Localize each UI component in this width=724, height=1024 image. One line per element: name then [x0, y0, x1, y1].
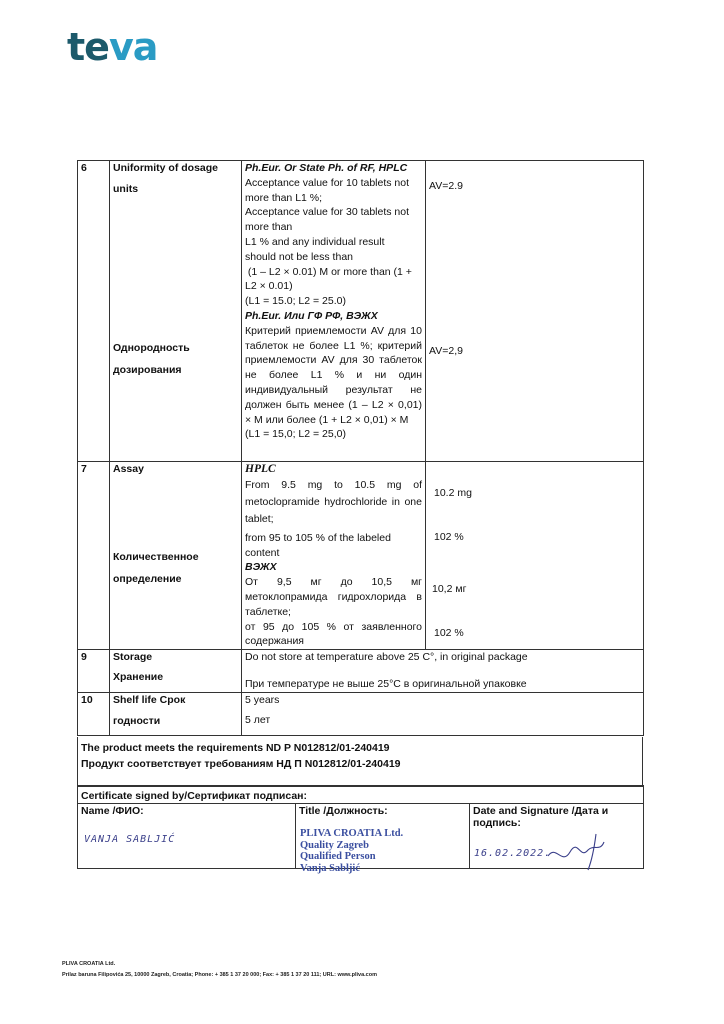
stamp-line: PLIVA CROATIA Ltd. — [300, 828, 404, 839]
qualified-person-stamp — [300, 828, 403, 874]
test-name-ru-2: дозирования — [113, 364, 182, 376]
conclusion-block — [77, 737, 643, 787]
test-name-en: Assay — [113, 463, 144, 475]
method-en: Ph.Eur. Or State Ph. of RF, HPLC — [245, 162, 408, 174]
test-name-en: Storage — [113, 651, 153, 664]
date-label-2: подпись: — [473, 817, 521, 829]
signature-row — [78, 804, 644, 869]
table-row — [78, 161, 644, 462]
spec-en-line: L2 × 0.01) — [245, 280, 293, 293]
spec-ru: 5 лет — [245, 713, 271, 726]
test-name-cell — [110, 692, 242, 735]
spec-en: Do not store at temperature above 25 C°, in original package — [245, 651, 528, 664]
test-name-ru: Хранение — [113, 670, 164, 683]
specification-cell — [242, 161, 426, 462]
row-number: 7 — [78, 462, 110, 650]
conclusion-ru: Продукт соответствует требованиям НД П N012812/01-240419 — [81, 758, 401, 770]
test-name-cell — [110, 161, 242, 462]
spec-en-line: L1 % and any individual result — [245, 235, 385, 248]
test-name-ru: Однородность — [113, 342, 190, 354]
result-en: AV=2.9 — [429, 180, 463, 192]
table-row — [78, 650, 644, 693]
date-signature-cell — [470, 804, 644, 869]
test-name-ru-2: определение — [113, 573, 182, 585]
handwritten-name: VANJA SABLJIĆ — [84, 834, 176, 845]
spec-ru: При температуре не выше 25°С в оригинальной упаковке — [245, 677, 527, 690]
table-row — [78, 692, 644, 735]
spec-ru-1: От 9,5 мг до 10,5 мг метоклопрамида гидрохлорида в таблетке; — [245, 576, 422, 618]
stamp-line: Qualified Person — [300, 851, 376, 862]
spec-en-line: Acceptance value for 30 tablets not — [245, 206, 410, 219]
test-name-cell — [110, 650, 242, 693]
result-cell — [426, 462, 644, 650]
spec-en-line: (1 – L2 × 0.01) M or more than (1 + — [245, 265, 412, 278]
test-name-en: Uniformity of dosage — [113, 162, 219, 174]
specification-table — [77, 160, 644, 736]
test-name-en-2: units — [113, 182, 139, 195]
footer-address: Prilaz baruna Filipovića 25, 10000 Zagreb, Croatia; Phone: + 385 1 37 20 000; Fax: + 385 1 37 20 111; URL: www.pliva.com — [62, 972, 377, 978]
result-en-1: 10.2 mg — [434, 487, 472, 499]
spec-en-line: Acceptance value for 10 tablets not — [245, 176, 410, 189]
result-cell — [426, 161, 644, 462]
spec-en-2: from 95 to 105 % of the labeled content — [245, 531, 391, 559]
name-cell — [78, 804, 296, 869]
handwritten-date: 16.02.2022. — [474, 848, 552, 859]
table-row — [78, 462, 644, 650]
date-label: Date and Signature /Дата и — [473, 805, 609, 817]
test-name: Shelf life Срок — [113, 693, 186, 706]
spec-en-list — [245, 176, 422, 309]
title-cell — [296, 804, 470, 874]
row-number: 10 — [78, 692, 110, 735]
row-number: 6 — [78, 161, 110, 462]
test-name-cell — [110, 462, 242, 650]
test-name-2: годности — [113, 714, 161, 727]
logo-text-te: te — [67, 25, 109, 69]
name-label: Name /ФИО: — [81, 805, 144, 817]
method-en: HPLC — [245, 463, 276, 475]
page-footer — [62, 959, 377, 981]
spec-en: 5 years — [245, 693, 280, 706]
spec-en-line: more than — [245, 221, 293, 234]
result-ru: AV=2,9 — [429, 345, 463, 357]
certificate-heading: Certificate signed by/Сертификат подписан: — [78, 786, 644, 804]
row-number: 9 — [78, 650, 110, 693]
result-ru-2: 102 % — [434, 627, 464, 639]
signature-icon — [544, 826, 612, 872]
method-ru: Ph.Eur. Или ГФ РФ, ВЭЖХ — [245, 309, 378, 322]
spec-en-line: (L1 = 15.0; L2 = 25.0) — [245, 295, 346, 308]
spec-en-line: more than L1 %; — [245, 191, 323, 204]
result-en-2: 102 % — [434, 531, 464, 543]
specification-cell — [242, 650, 644, 693]
title-label: Title /Должность: — [299, 805, 388, 817]
specification-cell — [242, 462, 426, 650]
conclusion-en: The product meets the requirements ND P N012812/01-240419 — [81, 742, 390, 754]
test-name-ru: Количественное — [113, 551, 199, 563]
result-ru-1: 10,2 мг — [432, 583, 467, 595]
specification-cell — [242, 692, 644, 735]
spec-ru: Критерий приемлемости AV для 10 таблеток не более L1 %; критерий приемлемости AV для 30 таблеток не более L1 % и ни один индивидуальный результат не должен быть менее (1 – L2 × 0,01) × M или более (1 + L2 × 0,01) × M — [245, 324, 422, 426]
stamp-line: Vanja Sabljić — [300, 862, 361, 874]
signature-table — [77, 785, 644, 874]
spec-ru-2: от 95 до 105 % от заявленного содержания — [245, 620, 422, 648]
spec-en-line: should not be less than — [245, 250, 353, 263]
spec-ru-last: (L1 = 15,0; L2 = 25,0) — [245, 428, 346, 441]
footer-company: PLIVA CROATIA Ltd. — [62, 961, 116, 967]
method-ru: ВЭЖХ — [245, 561, 277, 574]
logo-text-va: va — [108, 25, 158, 69]
spec-en-1: From 9.5 mg to 10.5 mg of metoclopramide hydrochloride in one tablet; — [245, 478, 422, 525]
certificate-heading-row — [78, 786, 644, 804]
stamp-line: Quality Zagreb — [300, 839, 369, 851]
teva-logo — [67, 25, 158, 69]
